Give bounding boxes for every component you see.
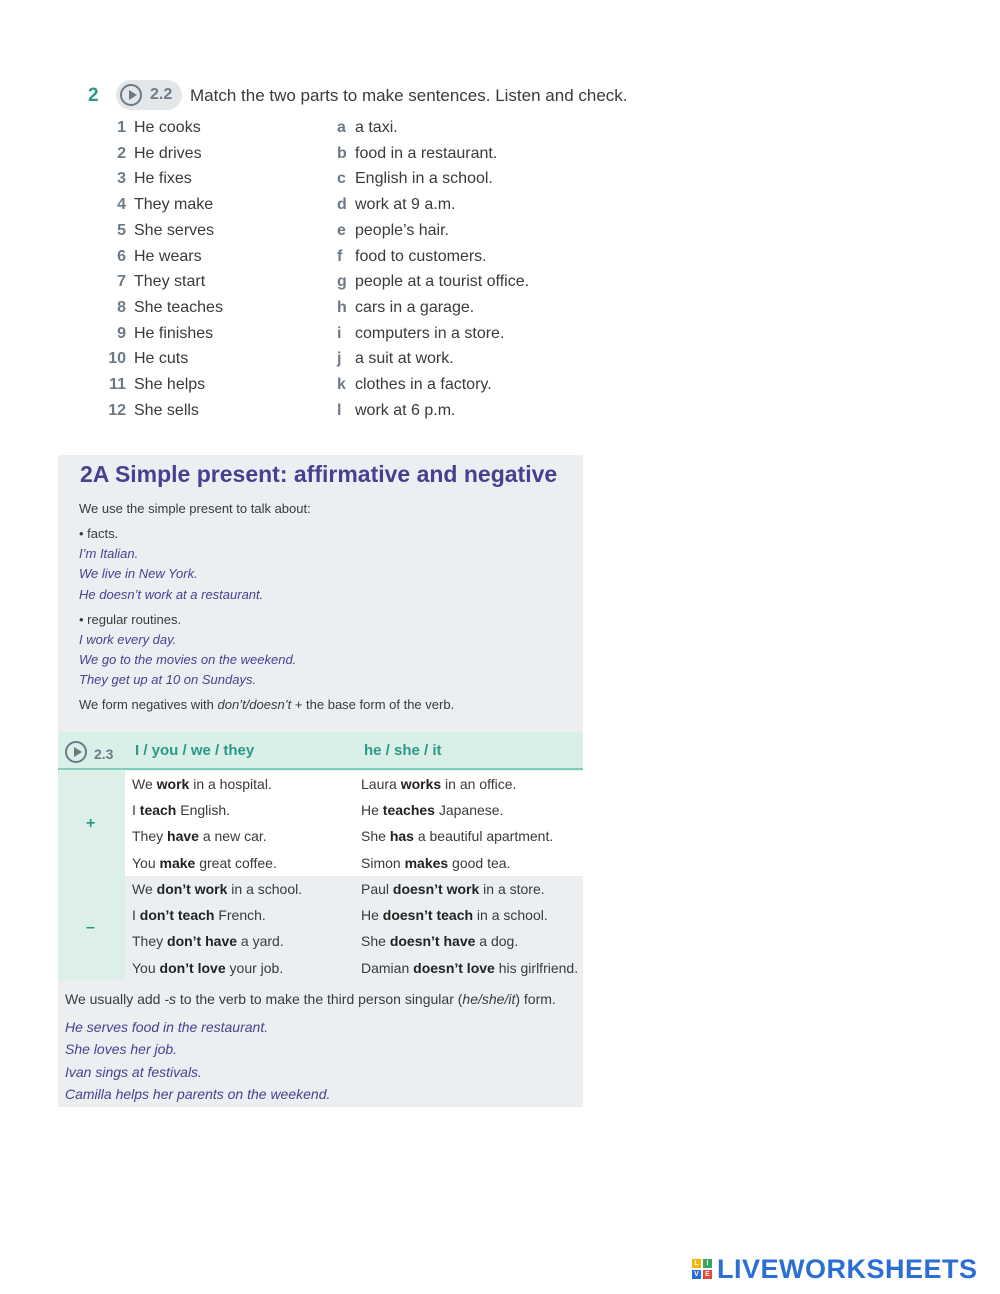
- item-letter: e: [337, 221, 346, 239]
- cell-pre: He: [361, 802, 383, 819]
- cell-post: a dog.: [475, 933, 519, 950]
- bullet-facts: • facts.: [79, 526, 119, 541]
- item-text: a taxi.: [355, 119, 398, 136]
- cell-verb: doesn’t have: [389, 933, 476, 950]
- item-number: 11: [109, 376, 126, 393]
- item-text: She teaches: [134, 298, 223, 316]
- table-cell-plural: [132, 907, 266, 923]
- cell-pre: I: [132, 802, 140, 819]
- bullet-routines: • regular routines.: [79, 612, 182, 627]
- cell-pre: You: [132, 959, 160, 976]
- cell-verb: don’t have: [167, 933, 238, 950]
- cell-verb: makes: [404, 854, 449, 871]
- item-letter: h: [337, 298, 347, 316]
- cell-pre: They: [132, 933, 168, 950]
- item-letter: b: [337, 144, 347, 162]
- item-letter: l: [337, 401, 342, 419]
- item-text: She sells: [134, 401, 199, 419]
- third-person-example: He serves food in the restaurant.: [65, 1019, 269, 1035]
- cell-post: in an office.: [441, 776, 517, 792]
- item-number: 12: [108, 401, 126, 419]
- routine-example: They get up at 10 on Sundays.: [79, 672, 257, 687]
- cell-pre: He: [361, 907, 383, 924]
- cell-pre: Simon: [361, 854, 405, 871]
- item-number: 6: [117, 247, 126, 265]
- cell-pre: You: [132, 854, 160, 871]
- item-text: He cuts: [134, 350, 189, 368]
- item-number: 1: [117, 119, 126, 136]
- table-cell-plural: [132, 802, 230, 818]
- item-text: She helps: [134, 376, 206, 393]
- cell-post: your job.: [225, 959, 284, 976]
- grammar-title: 2A Simple present: affirmative and negative: [80, 461, 558, 487]
- cell-pre: Laura: [361, 776, 401, 792]
- logo-grid-letter: L: [692, 1259, 701, 1268]
- item-text: They start: [134, 273, 206, 291]
- item-text: people at a tourist office.: [355, 273, 530, 291]
- negatives-note-pre: We form negatives with: [79, 697, 218, 712]
- item-text: a suit at work.: [355, 350, 454, 368]
- exercise-number: 2: [88, 85, 99, 106]
- cell-pre: We: [132, 776, 157, 792]
- cell-verb: make: [159, 854, 196, 871]
- cell-post: in a hospital.: [189, 776, 272, 792]
- fact-example: He doesn’t work at a restaurant.: [79, 587, 264, 602]
- fact-example: I’m Italian.: [79, 546, 139, 561]
- table-cell-singular: [361, 802, 503, 818]
- item-number: 2: [117, 144, 126, 162]
- negatives-note: [79, 697, 454, 712]
- negatives-note-em: don’t/doesn’t: [217, 697, 292, 712]
- item-text: He finishes: [134, 324, 214, 342]
- cell-pre: I: [132, 907, 140, 924]
- play-triangle-icon: [129, 90, 137, 100]
- fact-example: We live in New York.: [79, 566, 198, 581]
- table-cell-plural: [132, 828, 267, 844]
- item-text: She serves: [134, 221, 215, 239]
- item-text: food to customers.: [355, 247, 487, 265]
- grammar-intro: We use the simple present to talk about:: [79, 501, 311, 516]
- item-text: computers in a store.: [355, 324, 505, 342]
- item-text: food in a restaurant.: [355, 144, 498, 162]
- cell-post: a yard.: [237, 933, 284, 950]
- cell-verb: have: [167, 828, 199, 845]
- table-cell-plural: [132, 855, 277, 871]
- cell-verb: doesn’t work: [392, 881, 480, 897]
- cell-pre: She: [361, 828, 390, 845]
- third-person-note: [65, 991, 556, 1007]
- item-text: work at 6 p.m.: [355, 401, 456, 419]
- routine-example: We go to the movies on the weekend.: [79, 652, 297, 667]
- item-number: 10: [108, 350, 126, 368]
- item-number: 9: [117, 324, 126, 342]
- cell-pre: We: [132, 881, 157, 897]
- note-em2: he/she/it: [462, 991, 516, 1007]
- third-person-example: Ivan sings at festivals.: [65, 1064, 202, 1080]
- note-pre: We usually add: [65, 991, 165, 1007]
- logo-grid-letter: I: [703, 1259, 712, 1268]
- item-letter: g: [337, 273, 347, 291]
- cell-pre: Paul: [361, 881, 393, 897]
- table-cell-singular: [361, 960, 578, 976]
- item-number: 8: [117, 298, 126, 316]
- table-cell-plural: [132, 776, 272, 792]
- audio-track-number: 2.2: [150, 86, 173, 103]
- negatives-note-post: + the base form of the verb.: [291, 697, 455, 712]
- item-letter: f: [337, 247, 343, 265]
- play-triangle-icon: [74, 747, 82, 757]
- exercise-instruction: Match the two parts to make sentences. Listen and check.: [190, 86, 628, 105]
- plus-sign: +: [86, 815, 96, 832]
- cell-pre: She: [361, 933, 390, 950]
- table-cell-singular: [361, 828, 553, 844]
- third-person-example: She loves her job.: [65, 1041, 178, 1057]
- note-mid: to the verb to make the third person singular (: [176, 991, 463, 1007]
- cell-verb: teaches: [382, 802, 435, 819]
- table-cell-singular: [361, 776, 516, 792]
- column-header-singular: he / she / it: [364, 742, 442, 759]
- column-header-plural: I / you / we / they: [135, 742, 255, 759]
- item-letter: a: [337, 119, 346, 136]
- cell-verb: has: [389, 828, 414, 845]
- minus-sign: –: [86, 919, 95, 936]
- cell-verb: don’t love: [159, 959, 226, 976]
- logo-text: LIVEWORKSHEETS: [717, 1253, 978, 1284]
- table-cell-singular: [361, 933, 518, 949]
- item-letter: j: [337, 350, 342, 368]
- table-cell-singular: [361, 907, 548, 923]
- item-text: people’s hair.: [355, 221, 449, 239]
- cell-pre: Damian: [361, 959, 414, 976]
- cell-post: his girlfriend.: [494, 959, 579, 976]
- cell-post: in a school.: [227, 881, 303, 897]
- item-text: cars in a garage.: [355, 298, 475, 316]
- item-text: He drives: [134, 144, 202, 162]
- table-cell-singular: [361, 855, 510, 871]
- routine-example: I work every day.: [79, 632, 177, 647]
- item-letter: i: [337, 324, 342, 342]
- cell-post: in a store.: [479, 881, 545, 897]
- table-cell-plural: [132, 933, 284, 949]
- liveworksheets-logo[interactable]: [692, 1254, 978, 1284]
- table-cell-singular: [361, 881, 545, 897]
- cell-verb: work: [156, 776, 190, 792]
- cell-verb: teach: [139, 802, 177, 819]
- logo-grid-icon: [692, 1259, 712, 1279]
- cell-post: in a school.: [473, 907, 548, 924]
- item-text: He wears: [134, 247, 202, 265]
- cell-post: good tea.: [448, 854, 511, 871]
- table-track-number: 2.3: [94, 746, 114, 762]
- item-text: clothes in a factory.: [355, 376, 492, 393]
- cell-verb: works: [400, 776, 442, 792]
- third-person-example: Camilla helps her parents on the weekend.: [65, 1086, 331, 1102]
- cell-pre: They: [132, 828, 168, 845]
- cell-post: a new car.: [198, 828, 267, 845]
- cell-post: French.: [214, 907, 266, 924]
- item-text: English in a school.: [355, 170, 493, 188]
- logo-grid-letter: V: [692, 1270, 701, 1279]
- item-letter: c: [337, 170, 346, 188]
- item-text: work at 9 a.m.: [355, 196, 456, 214]
- table-cell-plural: [132, 881, 302, 897]
- cell-verb: doesn’t love: [413, 959, 495, 976]
- cell-verb: doesn’t teach: [382, 907, 474, 924]
- cell-verb: don’t work: [156, 881, 228, 897]
- cell-post: Japanese.: [434, 802, 504, 819]
- cell-post: great coffee.: [195, 854, 277, 871]
- note-em: -s: [164, 991, 177, 1007]
- table-cell-plural: [132, 960, 283, 976]
- item-text: They make: [134, 196, 214, 214]
- item-number: 4: [117, 196, 126, 214]
- item-text: He cooks: [134, 119, 201, 136]
- item-text: He fixes: [134, 170, 192, 188]
- cell-post: a beautiful apartment.: [413, 828, 554, 845]
- logo-grid-letter: E: [703, 1270, 712, 1279]
- cell-post: English.: [176, 802, 231, 819]
- item-number: 7: [117, 273, 126, 291]
- item-letter: k: [337, 376, 346, 393]
- item-number: 3: [117, 170, 126, 188]
- item-letter: d: [337, 196, 347, 214]
- item-number: 5: [117, 221, 126, 239]
- note-post: ) form.: [515, 991, 556, 1007]
- cell-verb: don’t teach: [139, 907, 215, 924]
